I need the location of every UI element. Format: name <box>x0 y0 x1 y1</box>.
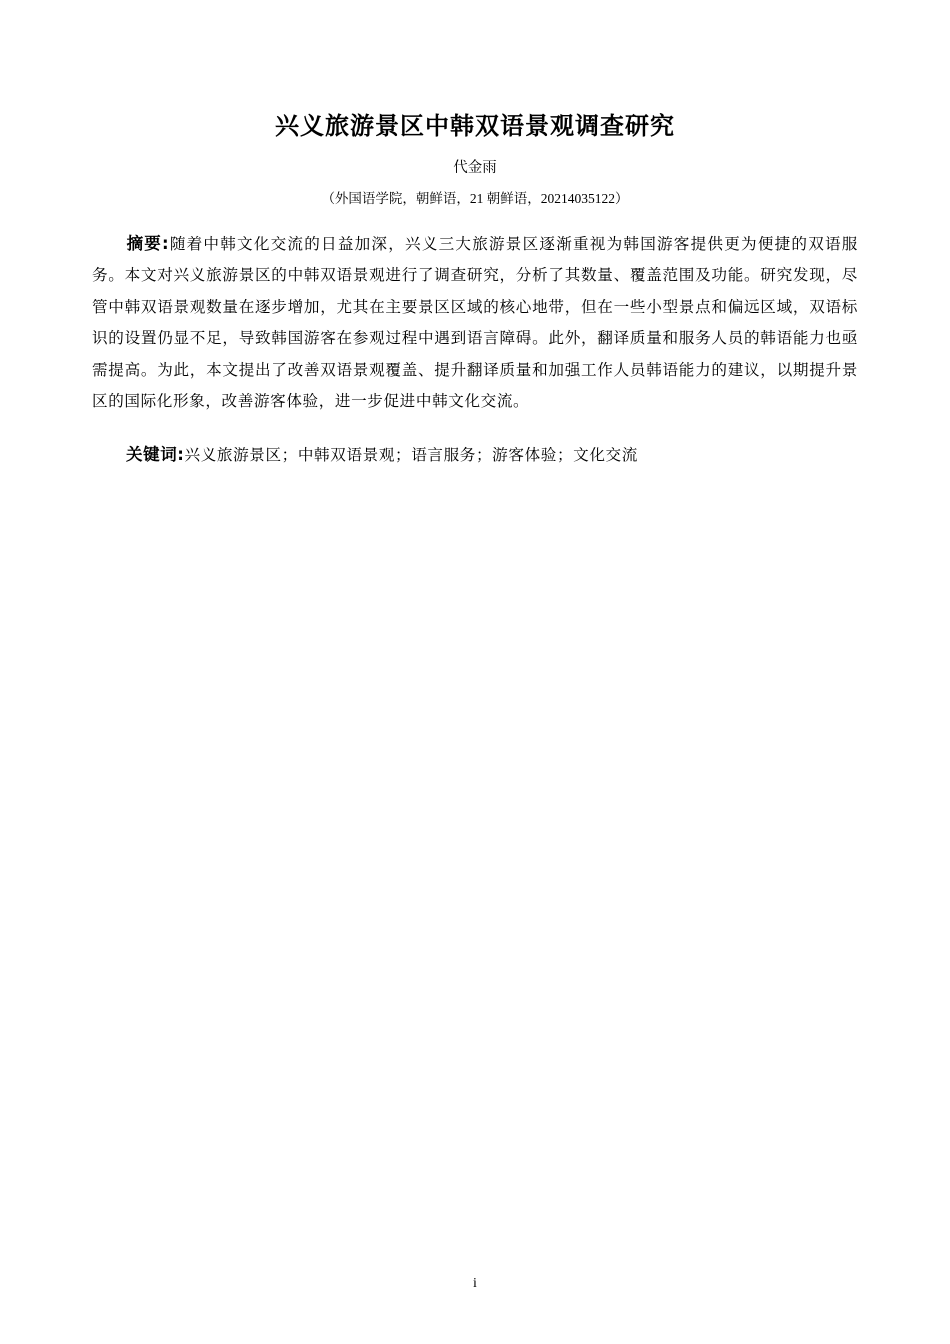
keywords-text: 兴义旅游景区；中韩双语景观；语言服务；游客体验；文化交流 <box>184 446 638 464</box>
abstract-label: 摘要: <box>126 233 170 253</box>
page-title: 兴义旅游景区中韩双语景观调查研究 <box>275 112 675 140</box>
keywords-section <box>92 438 858 471</box>
abstract-section <box>92 227 858 418</box>
keywords-label: 关键词: <box>126 444 185 464</box>
abstract-text: 随着中韩文化交流的日益加深，兴义三大旅游景区逐渐重视为韩国游客提供更为便捷的双语服务。本文对兴义旅游景区的中韩双语景观进行了调查研究，分析了其数量、覆盖范围及功能。研究发现，尽管中韩双语景观数量在逐步增加，尤其在主要景区区域的核心地带，但在一些小型景点和偏远区域，双语标识的设置仍显不足，导致韩国游客在参观过程中遇到语言障碍。此外，翻译质量和服务人员的韩语能力也亟需提高。为此，本文提出了改善双语景观覆盖、提升翻译质量和加强工作人员韩语能力的建议，以期提升景区的国际化形象，改善游客体验，进一步促进中韩文化交流。 <box>92 235 858 411</box>
author-affiliation: （外国语学院，朝鲜语，21 朝鲜语，20214035122） <box>321 190 629 206</box>
author-name: 代金雨 <box>453 159 497 176</box>
page-number: i <box>473 1276 477 1291</box>
